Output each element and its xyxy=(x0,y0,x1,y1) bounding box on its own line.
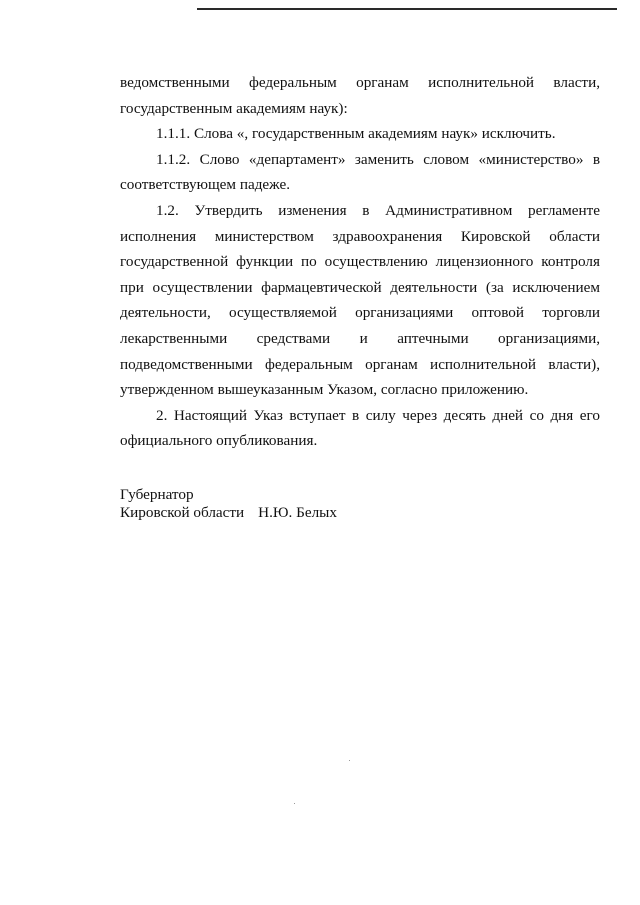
scan-speck xyxy=(294,803,295,804)
signature-region: Кировской области xyxy=(120,504,245,521)
paragraph-continuation: ведомственными федеральным органам исполнительной власти, государственным академиям наук): xyxy=(120,74,600,117)
paragraph-1-1-2: 1.1.2. Слово «департамент» заменить словом «министерство» в соответствующем падеже. xyxy=(120,150,600,194)
scan-speck xyxy=(349,760,350,761)
paragraph-2: 2. Настоящий Указ вступает в силу через десять дней со дня его официального опубликования. xyxy=(120,406,600,450)
paragraph-1-1-1: 1.1.1. Слова «, государственным академиям наук» исключить. xyxy=(156,125,556,143)
signature-name: Н.Ю. Белых xyxy=(258,504,337,521)
paragraph-1-2: 1.2. Утвердить изменения в Административном регламенте исполнения министерством здравоохранения Кировской области государственной функции по осуществлению лицензионного контроля при осуществлении фармацевтической деятельности (за исключением деятельности, осуществляемой организациями оптовой торговли лекарственными средствами и аптечными организациями, подведомственными федеральным органам исполнительной власти), утвержденном вышеуказанным Указом, согласно приложению. xyxy=(120,201,600,399)
top-border-line xyxy=(197,8,617,10)
signature-block xyxy=(120,486,337,522)
document-body xyxy=(120,70,600,454)
signature-title: Губернатор xyxy=(120,486,194,503)
signature-line xyxy=(120,504,337,522)
